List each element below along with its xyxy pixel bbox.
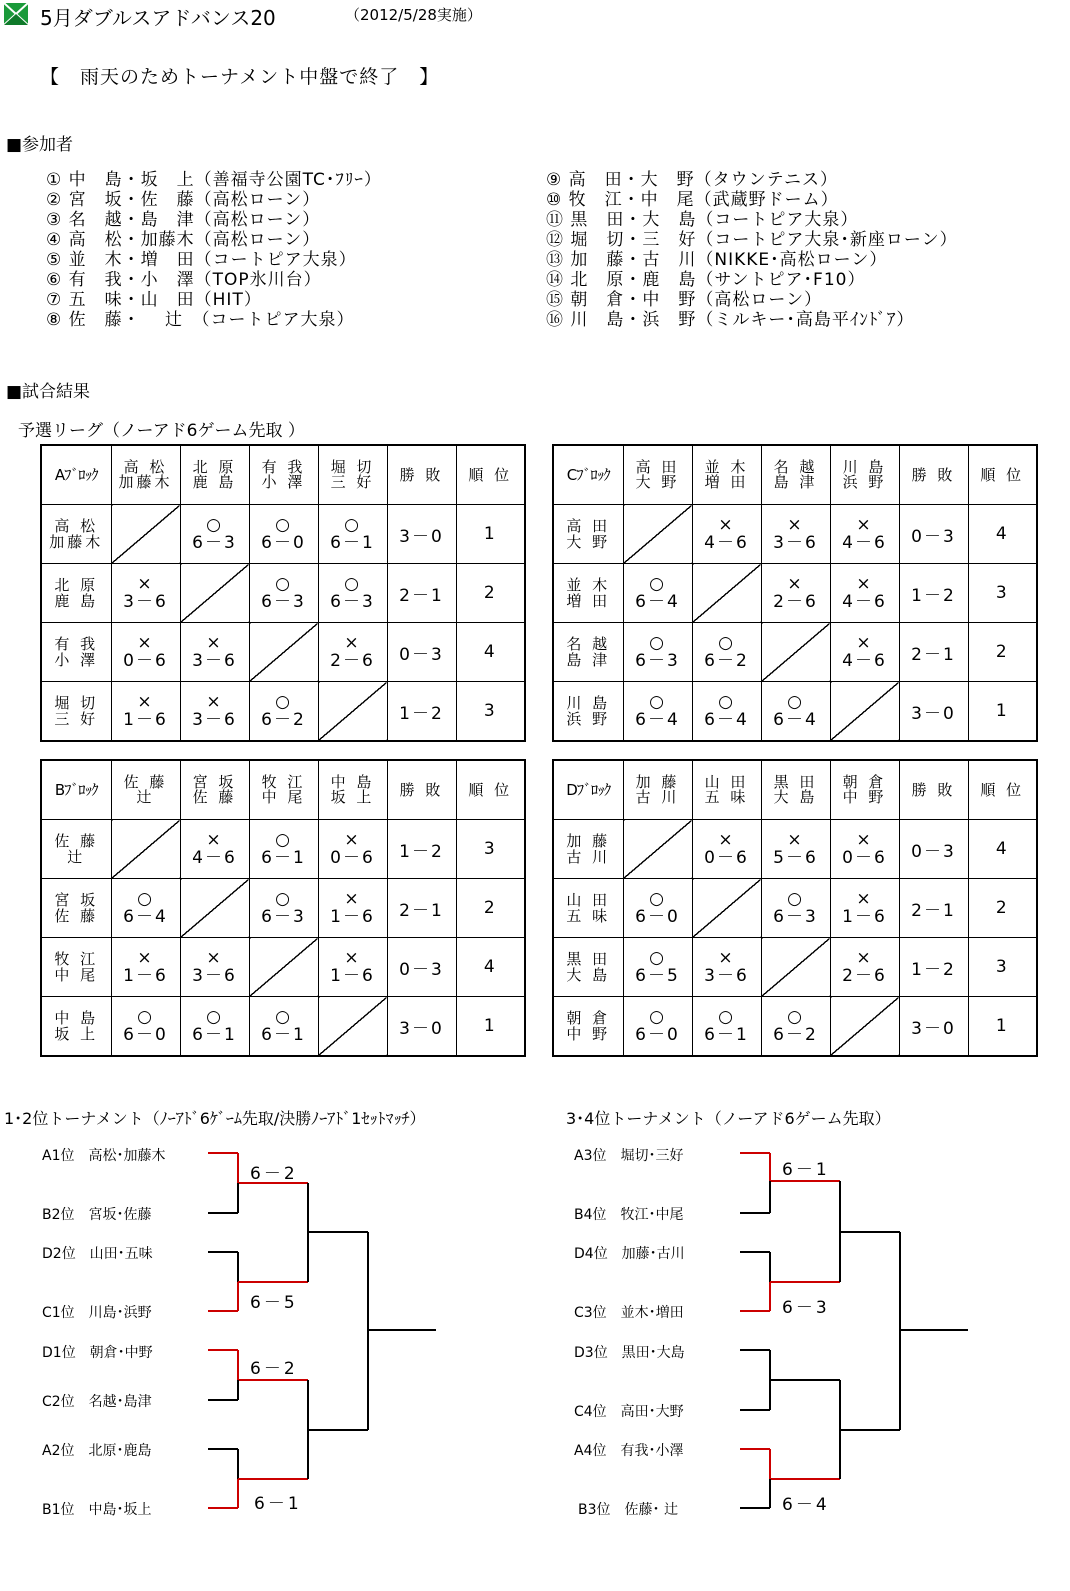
match-score: 3－6 (192, 709, 237, 730)
loss-mark: × (718, 514, 735, 535)
match-score: 6－1 (261, 1024, 306, 1045)
loss-mark: × (856, 514, 873, 535)
win-mark: ○ (718, 1006, 735, 1027)
win-loss-record: 2－1 (387, 564, 456, 623)
match-score: 6－1 (261, 847, 306, 868)
bracket-entry: A4位 有我･小澤 (574, 1443, 684, 1459)
match-score: 6－4 (704, 709, 749, 730)
match-score: 3－6 (704, 965, 749, 986)
win-loss-record: 2－1 (387, 879, 456, 938)
player-name: 山 田 (704, 773, 749, 791)
player-name: 中 尾 (261, 788, 306, 806)
match-score: 4－6 (192, 847, 237, 868)
win-mark: ○ (718, 632, 735, 653)
participant: ④ 高 松・加藤木（高松ローン） (46, 230, 321, 250)
loss-mark: × (206, 632, 223, 653)
participant: ① 中 島・坂 上（善福寺公園TC･ﾌﾘｰ） (46, 170, 382, 190)
match-score: 4－6 (842, 591, 887, 612)
loss-mark: × (718, 829, 735, 850)
participant: ⑤ 並 木・増 田（コートピア大泉） (46, 250, 357, 270)
bracket-entry: B3位 佐藤･ 辻 (578, 1502, 678, 1518)
match-score: 2－6 (773, 591, 818, 612)
bracket-entry: C1位 川島･浜野 (42, 1305, 152, 1321)
player-name: 名 越 (773, 458, 818, 476)
player-name: 加藤木 (118, 473, 173, 491)
loss-mark: × (856, 829, 873, 850)
block-label: Aﾌﾞﾛｯｸ (41, 445, 111, 505)
rank-header: 順 位 (968, 760, 1037, 820)
win-mark: ○ (649, 632, 666, 653)
player-name: 大 島 (773, 788, 818, 806)
win-mark: ○ (275, 514, 292, 535)
match-score: 0－6 (704, 847, 749, 868)
rank: 2 (456, 564, 525, 623)
rank: 3 (456, 682, 525, 742)
player-name: 佐 藤 (123, 773, 168, 791)
player-name: 堀 切 (330, 458, 375, 476)
match-score: 1－6 (330, 965, 375, 986)
win-mark: ○ (649, 888, 666, 909)
loss-mark: × (787, 514, 804, 535)
player-name: 辻 (67, 848, 86, 866)
loss-mark: × (787, 829, 804, 850)
win-mark: ○ (137, 888, 154, 909)
loss-mark: × (206, 829, 223, 850)
win-loss-record: 3－0 (387, 505, 456, 564)
player-name: 並 木 (566, 576, 611, 594)
player-name: 山 田 (566, 891, 611, 909)
win-mark: ○ (344, 573, 361, 594)
win-mark: ○ (649, 691, 666, 712)
win-mark: ○ (275, 888, 292, 909)
player-name: 増 田 (566, 592, 611, 610)
win-mark: ○ (275, 691, 292, 712)
player-name: 川 島 (842, 458, 887, 476)
match-score: 6－3 (773, 906, 818, 927)
player-name: 高 松 (123, 458, 168, 476)
participant: ⑯ 川 島・浜 野（ミルキー･高島平ｲﾝﾄﾞｱ） (546, 310, 915, 330)
win-loss-header: 勝 敗 (387, 445, 456, 505)
player-name: 古 川 (566, 848, 611, 866)
win-loss-header: 勝 敗 (899, 445, 968, 505)
match-score: 2－6 (842, 965, 887, 986)
participant: ② 宮 坂・佐 藤（高松ローン） (46, 190, 321, 210)
loss-mark: × (206, 691, 223, 712)
player-name: 三 好 (330, 473, 375, 491)
match-score: 1－6 (842, 906, 887, 927)
player-name: 辻 (136, 788, 155, 806)
win-loss-record: 1－2 (387, 682, 456, 742)
player-name: 島 津 (773, 473, 818, 491)
player-name: 小 澤 (261, 473, 306, 491)
bracket-score: 6－2 (250, 1164, 298, 1184)
match-score: 3－6 (192, 650, 237, 671)
player-name: 朝 倉 (842, 773, 887, 791)
match-score: 1－6 (330, 906, 375, 927)
win-mark: ○ (649, 1006, 666, 1027)
win-mark: ○ (787, 691, 804, 712)
player-name: 古 川 (635, 788, 680, 806)
rank: 4 (968, 505, 1037, 564)
match-score: 6－3 (192, 532, 237, 553)
loss-mark: × (856, 632, 873, 653)
match-score: 6－4 (773, 709, 818, 730)
match-score: 6－3 (261, 906, 306, 927)
player-name: 宮 坂 (192, 773, 237, 791)
loss-mark: × (137, 947, 154, 968)
player-name: 川 島 (566, 694, 611, 712)
win-loss-record: 1－2 (387, 820, 456, 879)
player-name: 佐 藤 (54, 907, 99, 925)
loss-mark: × (344, 947, 361, 968)
player-name: 大 島 (566, 966, 611, 984)
rank-header: 順 位 (456, 445, 525, 505)
player-name: 中 野 (842, 788, 887, 806)
player-name: 島 津 (566, 651, 611, 669)
match-score: 3－6 (123, 591, 168, 612)
win-mark: ○ (787, 888, 804, 909)
match-score: 2－6 (330, 650, 375, 671)
match-score: 4－6 (842, 650, 887, 671)
results-heading: ■試合結果 (6, 382, 91, 402)
win-loss-record: 1－2 (899, 938, 968, 997)
player-name: 高 田 (635, 458, 680, 476)
player-name: 高 松 (54, 517, 99, 535)
player-name: 鹿 島 (54, 592, 99, 610)
win-loss-record: 3－0 (899, 997, 968, 1057)
bracket-score: 6－4 (782, 1495, 830, 1515)
loss-mark: × (856, 888, 873, 909)
win-loss-record: 1－2 (899, 564, 968, 623)
rank: 4 (968, 820, 1037, 879)
player-name: 北 原 (192, 458, 237, 476)
match-score: 6－2 (704, 650, 749, 671)
win-mark: ○ (275, 829, 292, 850)
participant: ⑫ 堀 切・三 好（コートピア大泉･新座ローン） (546, 230, 958, 250)
bracket-entry: B1位 中島･坂上 (42, 1502, 152, 1518)
participants-heading: ■参加者 (6, 135, 74, 155)
notice: 【 雨天のためトーナメント中盤で終了 】 (40, 66, 440, 88)
rank: 3 (968, 938, 1037, 997)
win-mark: ○ (206, 514, 223, 535)
match-score: 4－6 (704, 532, 749, 553)
match-score: 0－6 (123, 650, 168, 671)
page-title: 5月ダブルスアドバンス20 (40, 6, 276, 30)
win-loss-record: 3－0 (387, 997, 456, 1057)
participant: ⑧ 佐 藤・ 辻 （コートピア大泉） (46, 310, 355, 330)
player-name: 中 野 (566, 1025, 611, 1043)
match-score: 6－3 (635, 650, 680, 671)
rank: 1 (456, 505, 525, 564)
rank: 1 (456, 997, 525, 1057)
match-score: 3－6 (773, 532, 818, 553)
rank: 2 (968, 623, 1037, 682)
player-name: 佐 藤 (54, 832, 99, 850)
bracket-entry: C2位 名越･島津 (42, 1394, 152, 1410)
tournament-34-heading: 3･4位トーナメント（ノーアド6ゲーム先取） (566, 1109, 891, 1128)
player-name: 堀 切 (54, 694, 99, 712)
rank: 2 (456, 879, 525, 938)
match-score: 6－1 (704, 1024, 749, 1045)
player-name: 朝 倉 (566, 1009, 611, 1027)
player-name: 小 澤 (54, 651, 99, 669)
player-name: 並 木 (704, 458, 749, 476)
match-score: 6－2 (773, 1024, 818, 1045)
player-name: 五 味 (704, 788, 749, 806)
loss-mark: × (344, 632, 361, 653)
participant: ⑦ 五 味・山 田（HIT） (46, 290, 262, 310)
match-score: 6－1 (192, 1024, 237, 1045)
player-name: 坂 上 (330, 788, 375, 806)
rank: 1 (968, 997, 1037, 1057)
match-score: 6－0 (123, 1024, 168, 1045)
player-name: 黒 田 (566, 950, 611, 968)
win-mark: ○ (344, 514, 361, 535)
block-label: Cﾌﾞﾛｯｸ (553, 445, 623, 505)
loss-mark: × (137, 691, 154, 712)
player-name: 加藤木 (49, 533, 104, 551)
bracket-entry: B4位 牧江･中尾 (574, 1207, 684, 1223)
participant: ⑩ 牧 江・中 尾（武蔵野ドーム） (546, 190, 839, 210)
loss-mark: × (206, 947, 223, 968)
player-name: 牧 江 (261, 773, 306, 791)
loss-mark: × (787, 573, 804, 594)
player-name: 加 藤 (635, 773, 680, 791)
win-loss-record: 2－1 (899, 623, 968, 682)
match-score: 6－4 (123, 906, 168, 927)
participant: ⑨ 高 田・大 野（タウンテニス） (546, 170, 838, 190)
rank: 3 (968, 564, 1037, 623)
bracket-entry: A1位 高松･加藤木 (42, 1148, 166, 1164)
loss-mark: × (856, 573, 873, 594)
win-loss-record: 0－3 (387, 623, 456, 682)
player-name: 浜 野 (842, 473, 887, 491)
match-score: 1－6 (123, 965, 168, 986)
win-loss-record: 0－3 (899, 820, 968, 879)
bracket-score: 6－1 (782, 1160, 830, 1180)
rank: 1 (968, 682, 1037, 742)
loss-mark: × (344, 829, 361, 850)
match-score: 6－0 (635, 1024, 680, 1045)
player-name: 高 田 (566, 517, 611, 535)
player-name: 北 原 (54, 576, 99, 594)
bracket-entry: D4位 加藤･古川 (574, 1246, 685, 1262)
bracket-score: 6－3 (782, 1298, 830, 1318)
win-loss-record: 2－1 (899, 879, 968, 938)
match-score: 6－5 (635, 965, 680, 986)
bracket-entry: C3位 並木･増田 (574, 1305, 684, 1321)
bracket-entry: B2位 宮坂･佐藤 (42, 1207, 152, 1223)
block-label: Dﾌﾞﾛｯｸ (553, 760, 623, 820)
match-score: 3－6 (192, 965, 237, 986)
win-loss-header: 勝 敗 (387, 760, 456, 820)
match-score: 0－6 (330, 847, 375, 868)
participant: ③ 名 越・島 津（高松ローン） (46, 210, 321, 230)
rank: 4 (456, 623, 525, 682)
bracket-score: 6－2 (250, 1359, 298, 1379)
player-name: 佐 藤 (192, 788, 237, 806)
match-score: 5－6 (773, 847, 818, 868)
win-mark: ○ (649, 573, 666, 594)
participant: ⑪ 黒 田・大 島（コートピア大泉） (546, 210, 859, 230)
win-mark: ○ (787, 1006, 804, 1027)
win-mark: ○ (275, 1006, 292, 1027)
match-score: 6－4 (635, 591, 680, 612)
match-score: 6－0 (261, 532, 306, 553)
win-loss-record: 3－0 (899, 682, 968, 742)
player-name: 大 野 (566, 533, 611, 551)
event-date: （2012/5/28実施） (345, 6, 482, 24)
loss-mark: × (856, 947, 873, 968)
win-loss-record: 0－3 (899, 505, 968, 564)
rank: 3 (456, 820, 525, 879)
win-mark: ○ (649, 947, 666, 968)
win-mark: ○ (206, 1006, 223, 1027)
match-score: 6－4 (635, 709, 680, 730)
rank: 2 (968, 879, 1037, 938)
player-name: 浜 野 (566, 710, 611, 728)
match-score: 1－6 (123, 709, 168, 730)
win-loss-header: 勝 敗 (899, 760, 968, 820)
participant: ⑬ 加 藤・古 川（NIKKE･高松ローン） (546, 250, 888, 270)
bracket-score: 6－5 (250, 1293, 298, 1313)
loss-mark: × (718, 947, 735, 968)
rank: 4 (456, 938, 525, 997)
bracket-entry: A3位 堀切･三好 (574, 1148, 684, 1164)
match-score: 6－3 (330, 591, 375, 612)
bracket-entry: A2位 北原･鹿島 (42, 1443, 152, 1459)
match-score: 6－0 (635, 906, 680, 927)
win-mark: ○ (718, 691, 735, 712)
loss-mark: × (137, 632, 154, 653)
bracket-entry: D2位 山田･五味 (42, 1246, 153, 1262)
loss-mark: × (344, 888, 361, 909)
match-score: 6－1 (330, 532, 375, 553)
match-score: 6－3 (261, 591, 306, 612)
player-name: 牧 江 (54, 950, 99, 968)
player-name: 五 味 (566, 907, 611, 925)
league-heading: 予選リーグ（ノーアド6ゲーム先取 ） (18, 421, 305, 441)
match-score: 4－6 (842, 532, 887, 553)
rank-header: 順 位 (456, 760, 525, 820)
player-name: 黒 田 (773, 773, 818, 791)
player-name: 宮 坂 (54, 891, 99, 909)
loss-mark: × (137, 573, 154, 594)
player-name: 増 田 (704, 473, 749, 491)
win-mark: ○ (137, 1006, 154, 1027)
match-score: 6－2 (261, 709, 306, 730)
player-name: 三 好 (54, 710, 99, 728)
player-name: 鹿 島 (192, 473, 237, 491)
player-name: 中 島 (54, 1009, 99, 1027)
win-mark: ○ (275, 573, 292, 594)
participant: ⑭ 北 原・鹿 島（サントピア･F10） (546, 270, 866, 290)
player-name: 有 我 (54, 635, 99, 653)
rank-header: 順 位 (968, 445, 1037, 505)
player-name: 中 尾 (54, 966, 99, 984)
bracket-entry: D1位 朝倉･中野 (42, 1345, 153, 1361)
player-name: 名 越 (566, 635, 611, 653)
bracket-entry: D3位 黒田･大島 (574, 1345, 685, 1361)
bracket-entry: C4位 高田･大野 (574, 1404, 684, 1420)
tournament-12-heading: 1･2位トーナメント（ﾉｰｱﾄﾞ6ｹﾞｰﾑ先取/決勝ﾉｰｱﾄﾞ1ｾｯﾄﾏｯﾁ） (4, 1109, 426, 1128)
player-name: 大 野 (635, 473, 680, 491)
match-score: 0－6 (842, 847, 887, 868)
block-label: Bﾌﾞﾛｯｸ (41, 760, 111, 820)
win-loss-record: 0－3 (387, 938, 456, 997)
player-name: 坂 上 (54, 1025, 99, 1043)
participant: ⑮ 朝 倉・中 野（高松ローン） (546, 290, 823, 310)
bracket-score: 6－1 (254, 1494, 302, 1514)
player-name: 有 我 (261, 458, 306, 476)
participant: ⑥ 有 我・小 澤（TOP氷川台） (46, 270, 322, 290)
player-name: 加 藤 (566, 832, 611, 850)
player-name: 中 島 (330, 773, 375, 791)
